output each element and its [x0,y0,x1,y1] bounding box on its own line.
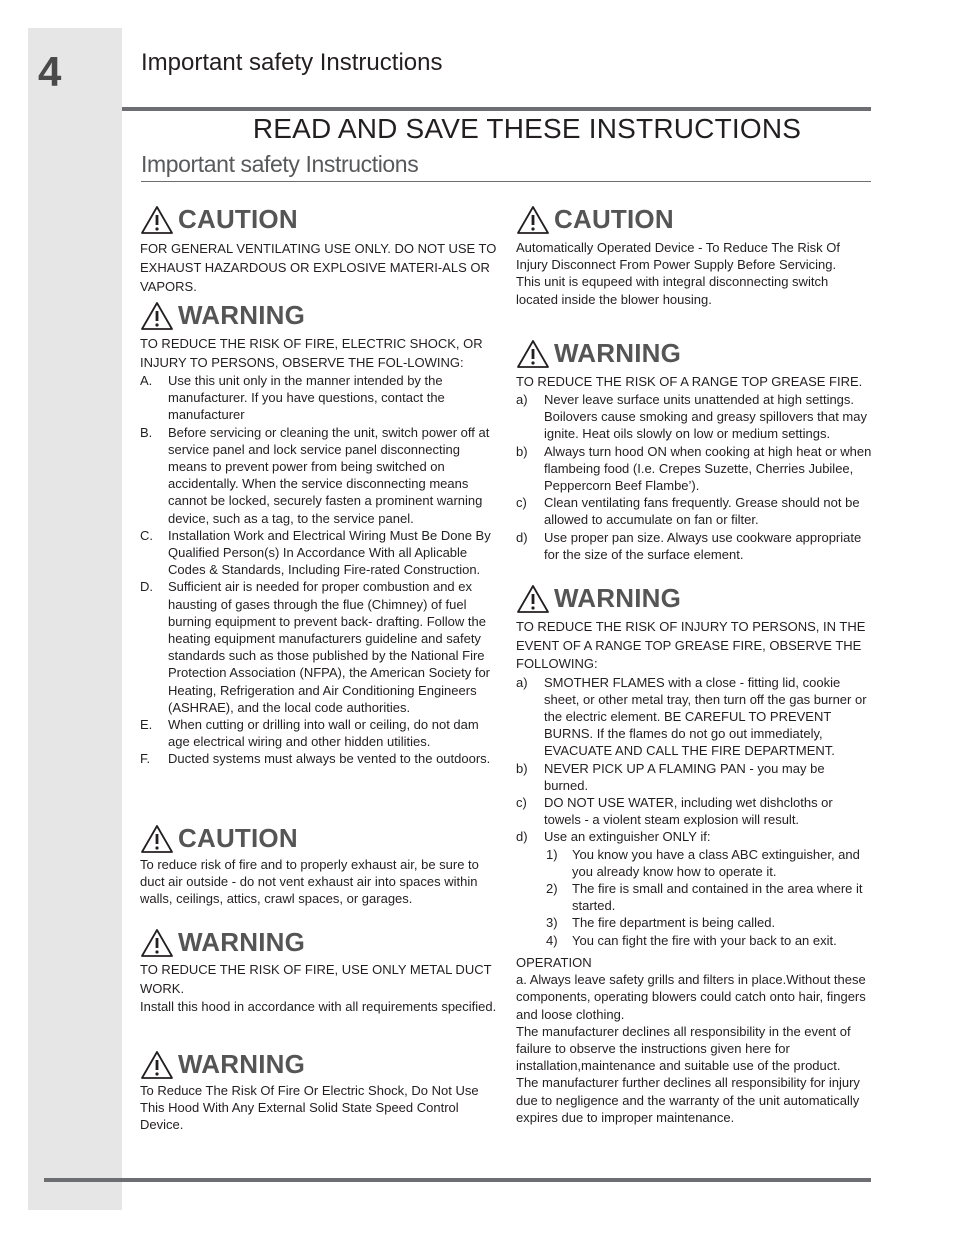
main-title: READ AND SAVE THESE INSTRUCTIONS [252,113,802,144]
sub-list-item: 1) You know you have a class ABC extinguisher, and you already know how to operate it. [546,846,860,879]
list-item: b) Always turn hood ON when cooking at high heat or when flambeing food (I.e. Crepes Suzette, Cherries Jubilee, Peppercorn Beef Flambe’). [516,443,872,494]
sub-list-item: 2) The fire is small and contained in the area where it started. [546,880,863,914]
warning-text: TO REDUCE THE RISK OF FIRE, USE ONLY METAL DUCT WORK. [140,962,492,996]
warning-grease-fire-injury [516,583,872,949]
warning-label: WARNING [554,338,682,369]
warning-fire-shock-injury [140,300,498,768]
warning-triangle-icon [516,339,550,369]
caution-text: To reduce risk of fire and to properly exhaust air, be sure to duct air outside - do not vent exhaust air into spaces within walls, ceilings, attics, crawl spaces, or garages. [140,857,479,907]
warning-header [140,300,498,332]
warning-triangle-icon [140,1050,174,1080]
caution-text: FOR GENERAL VENTILATING USE ONLY. DO NOT USE TO EXHAUST HAZARDOUS OR EXPLOSIVE MATERI-ALS OR VAPORS. [140,241,497,294]
warning-intro: TO REDUCE THE RISK OF FIRE, ELECTRIC SHOCK, OR INJURY TO PERSONS, OBSERVE THE FOL-LOWING: [140,336,483,370]
header-rule [122,107,871,111]
list-item: E. When cutting or drilling into wall or ceiling, do not dam age electrical wiring and other hidden utilities. [140,717,479,750]
warning-triangle-icon [140,301,174,331]
operation-text: a. Always leave safety grills and filters in place.Without these components, operating blowers could catch onto hair, fingers and loose clothing. [516,972,866,1022]
warning-solid-state-speed [140,1049,498,1134]
warning-header [516,583,872,615]
list-item: d) Use an extinguisher ONLY if: [516,829,711,845]
page-number: 4 [38,48,62,95]
caution-text: This unit is equpeed with integral disconnecting switch located inside the blower housing. [516,274,829,307]
caution-automatic-device [516,204,872,308]
caution-label: CAUTION [178,823,298,854]
side-band [28,28,122,1210]
footer-rule [44,1178,871,1182]
warning-metal-duct [140,927,498,1015]
warning-label: WARNING [178,927,306,958]
header-title: Important safety Instructions [141,49,443,76]
list-item: b) NEVER PICK UP A FLAMING PAN - you may be burned. [516,760,825,793]
list-item: c) Clean ventilating fans frequently. Grease should not be allowed to accumulate on fan or filter. [516,495,860,528]
warning-intro: TO REDUCE THE RISK OF A RANGE TOP GREASE FIRE. [516,374,863,389]
list-item: c) DO NOT USE WATER, including wet dishcloths or towels - a violent steam explosion will result. [516,794,833,828]
sub-list-item: 4) You can fight the fire with your back to an exit. [546,932,837,948]
list-item: A. Use this unit only in the manner intended by the manufacturer. If you have questions, contact the manufacturer [140,373,445,423]
sub-list-item: 3) The fire department is being called. [546,915,776,931]
caution-label: CAUTION [554,204,674,235]
warning-header [140,1049,498,1081]
warning-label: WARNING [554,583,682,614]
operation-text: The manufacturer declines all responsibility in the event of failure to observe the instructions given here for installation,maintenance and suitable use of the product. [516,1023,851,1074]
operation-heading: OPERATION [516,955,592,970]
list-item: C. Installation Work and Electrical Wiring Must Be Done By Qualified Person(s) In Accordance With all Aplicable Codes & Standards, Including Fire-rated Construction. [140,527,491,578]
left-column [140,204,498,1144]
warning-triangle-icon [140,928,174,958]
warning-triangle-icon [140,205,174,235]
warning-triangle-icon [516,584,550,614]
warning-intro: TO REDUCE THE RISK OF INJURY TO PERSONS, IN THE EVENT OF A RANGE TOP GREASE FIRE, OBSERVE THE FOLLOWING: [516,619,866,671]
warning-text: To Reduce The Risk Of Fire Or Electric Shock, Do Not Use This Hood With Any External Solid State Speed Control Device. [140,1083,479,1133]
operation-section [516,954,872,1126]
subtitle-rule [141,181,871,182]
list-item: D. Sufficient air is needed for proper combustion and ex hausting of gases through the flue (Chimney) of fuel burning equipment to prevent back- drafting. Follow the heating equipment manufacturers guideline and safety standards such as those published by the National Fire Protection Association (NFPA), the American Society for Heating, Refrigeration and Air Conditioning Engineers (ASHRAE), and the local code authorities. [140,579,491,715]
caution-header [140,204,498,236]
caution-header [140,823,498,855]
caution-general-ventilating [140,204,498,296]
warning-triangle-icon [140,824,174,854]
warning-text: Install this hood in accordance with all requirements specified. [140,999,497,1014]
warning-header [516,338,872,370]
caution-exhaust-outside [140,823,498,908]
warning-range-top-grease [516,338,872,563]
caution-header [516,204,872,236]
list-item: F. Ducted systems must always be vented to the outdoors. [140,751,491,767]
warning-label: WARNING [178,1049,306,1080]
list-item: B. Before servicing or cleaning the unit, switch power off at service panel and lock service panel disconnecting means to prevent power from being switched on accidentally. When the service disconnecting means cannot be locked, securely fasten a prominent warning device, such as a tag, to the service panel. [140,424,490,526]
list-item: d) Use proper pan size. Always use cookware appropriate for the size of the surface element. [516,529,862,562]
warning-header [140,927,498,959]
warning-label: WARNING [178,300,306,331]
list-item: a) Never leave surface units unattended at high settings. Boilovers cause smoking and greasy spillovers that may ignite. Heat oils slowly on low or medium settings. [516,392,867,442]
caution-text: Automatically Operated Device - To Reduce The Risk Of Injury Disconnect From Power Supply Before Servicing. [516,240,840,273]
right-column [516,204,872,1144]
caution-label: CAUTION [178,204,298,235]
operation-text: The manufacturer further declines all responsibility for injury due to negligence and the warranty of the unit automatically expires due to improper maintenance. [516,1075,860,1125]
sub-title: Important safety Instructions [141,151,419,177]
list-item: a) SMOTHER FLAMES with a close - fitting lid, cookie sheet, or other metal tray, then turn off the gas burner or the electric element. BE CAREFUL TO PREVENT BURNS. If the flames do not go out immediately, EVACUATE AND CALL THE FIRE DEPARTMENT. [516,674,867,759]
warning-triangle-icon [516,205,550,235]
